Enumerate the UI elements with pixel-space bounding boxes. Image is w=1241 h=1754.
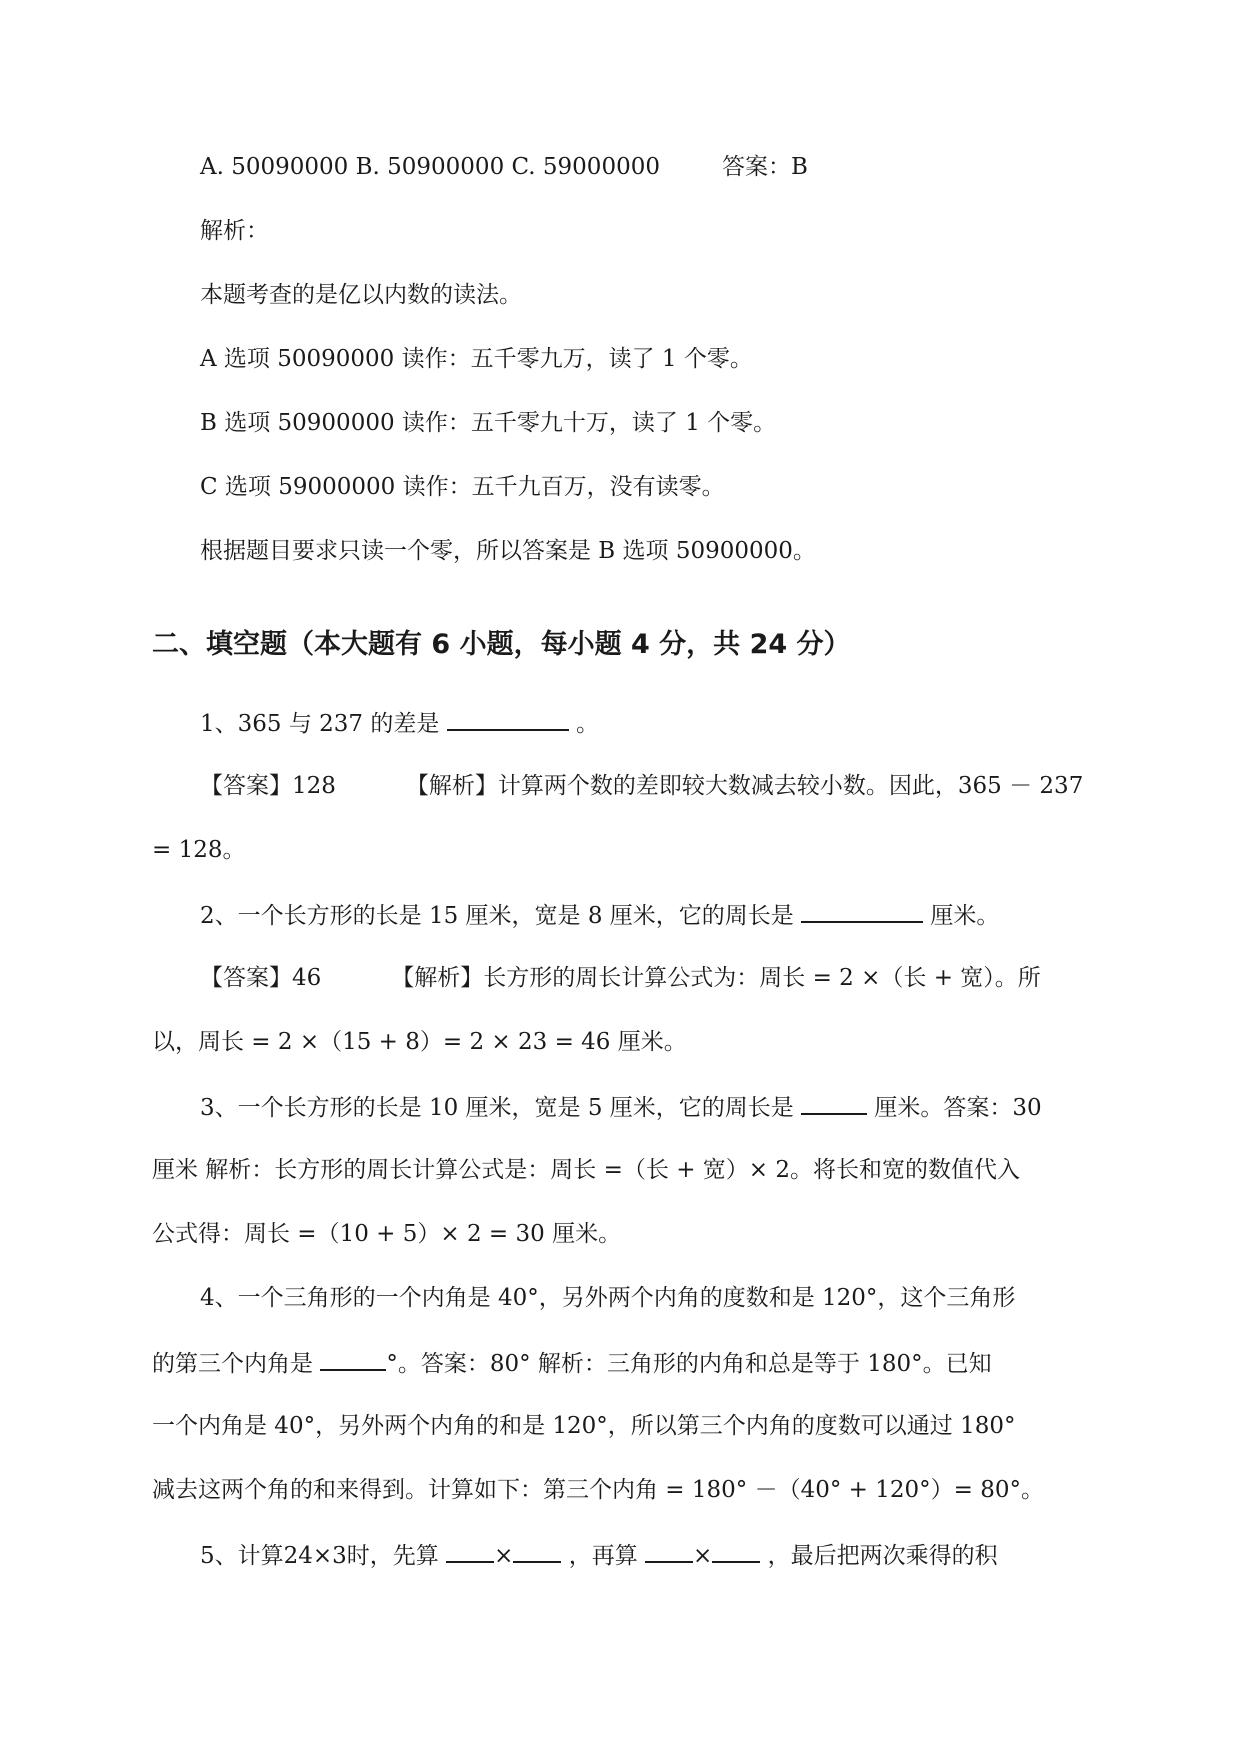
q2-answer-line: [200, 963, 1041, 993]
question-3-end: 厘米。答案：30: [874, 1095, 1042, 1121]
question-2-text: 2、一个长方形的长是 15 厘米，宽是 8 厘米，它的周长是: [200, 903, 794, 929]
question-5-text: 5、计算24×3时，先算: [200, 1543, 439, 1569]
analysis-line: 根据题目要求只读一个零，所以答案是 B 选项 50900000。: [200, 538, 816, 564]
question-5: [200, 1539, 998, 1571]
question-4-cont: 一个内角是 40°，另外两个内角的和是 120°，所以第三个内角的度数可以通过 180°: [152, 1413, 1016, 1439]
answer-blank[interactable]: [801, 899, 923, 923]
options-line: [200, 152, 808, 182]
q2-explanation: 【解析】长方形的周长计算公式为：周长 = 2 ×（长 + 宽）。所: [391, 965, 1041, 991]
question-2-end: 厘米。: [930, 903, 1000, 929]
question-5-end: ，最后把两次乘得的积: [767, 1543, 998, 1569]
answer-blank[interactable]: [446, 1539, 494, 1563]
answer-options: A. 50090000 B. 50900000 C. 59000000: [200, 154, 660, 180]
analysis-line: C 选项 59000000 读作：五千九百万，没有读零。: [200, 474, 725, 500]
analysis-label: 解析：: [200, 218, 269, 244]
section-title: 二、填空题（本大题有 6 小题，每小题 4 分，共 24 分）: [152, 629, 851, 660]
answer-blank[interactable]: [513, 1539, 561, 1563]
question-2: [200, 899, 999, 931]
question-5-mid: ，再算: [568, 1543, 638, 1569]
q1-explanation: 【解析】计算两个数的差即较大数减去较小数。因此，365 － 237: [405, 773, 1084, 799]
question-1-end: 。: [576, 711, 599, 737]
analysis-line: A 选项 50090000 读作：五千零九万，读了 1 个零。: [200, 346, 753, 372]
q2-answer: 【答案】46: [200, 965, 322, 991]
analysis-line: 本题考查的是亿以内数的读法。: [200, 282, 522, 308]
question-4-end: °。答案：80° 解析：三角形的内角和总是等于 180°。已知: [386, 1351, 992, 1377]
answer-blank[interactable]: [801, 1091, 867, 1115]
answer-blank[interactable]: [320, 1347, 386, 1371]
q1-explanation-cont: = 128。: [152, 837, 246, 863]
question-4-cont: [152, 1347, 992, 1379]
question-3-text: 3、一个长方形的长是 10 厘米，宽是 5 厘米，它的周长是: [200, 1095, 794, 1121]
question-1-text: 1、365 与 237 的差是: [200, 711, 440, 737]
times-sign: ×: [693, 1543, 713, 1569]
answer-blank[interactable]: [447, 707, 569, 731]
question-3-cont: 厘米 解析：长方形的周长计算公式是：周长 =（长 + 宽）× 2。将长和宽的数值代入: [152, 1157, 1021, 1183]
question-4-cont: 减去这两个角的和来得到。计算如下：第三个内角 = 180° －（40° + 120°）= 80°。: [152, 1477, 1045, 1503]
analysis-line: B 选项 50900000 读作：五千零九十万，读了 1 个零。: [200, 410, 777, 436]
q2-explanation-cont: 以，周长 = 2 ×（15 + 8）= 2 × 23 = 46 厘米。: [152, 1029, 687, 1055]
question-3-cont: 公式得：周长 =（10 + 5）× 2 = 30 厘米。: [152, 1221, 622, 1247]
q1-answer: 【答案】128: [200, 773, 336, 799]
question-3: [200, 1091, 1042, 1123]
answer-text: 答案：B: [721, 154, 808, 180]
question-4: 4、一个三角形的一个内角是 40°，另外两个内角的度数和是 120°，这个三角形: [200, 1285, 1016, 1311]
answer-blank[interactable]: [712, 1539, 760, 1563]
q1-answer-line: [200, 771, 1083, 801]
question-4-text: 的第三个内角是: [152, 1351, 313, 1377]
answer-blank[interactable]: [645, 1539, 693, 1563]
question-1: [200, 707, 599, 739]
times-sign: ×: [494, 1543, 514, 1569]
